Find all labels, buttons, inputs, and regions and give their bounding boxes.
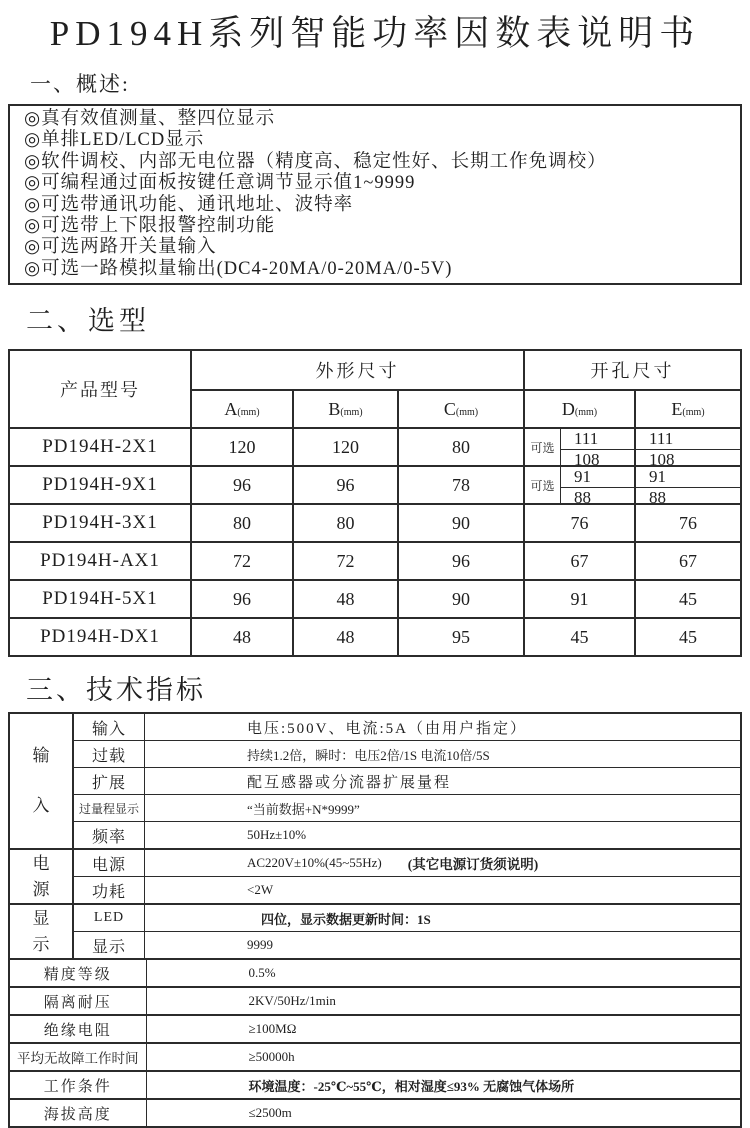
- dim-d-cell: [525, 467, 636, 508]
- dim-b-cell: 72: [294, 543, 399, 579]
- spec-row: [10, 1072, 740, 1100]
- dim-e-option: 111: [636, 429, 740, 450]
- column-header-model: 产品型号: [10, 351, 192, 427]
- column-group-hole: [525, 351, 740, 427]
- table-row: [10, 617, 740, 655]
- spec-row: [74, 931, 740, 958]
- dim-unit: (mm): [574, 406, 598, 418]
- overview-item: ◎可选一路模拟量输出(DC4-20MA/0-20MA/0-5V): [24, 258, 453, 279]
- spec-value: 9999: [247, 937, 273, 953]
- overview-item: ◎可编程通过面板按键任意调节显示值1~9999: [24, 173, 416, 194]
- column-group-outline-label: 外形尺寸: [192, 351, 525, 391]
- selection-heading: 二、选型: [26, 306, 150, 337]
- dim-d-cell: [525, 429, 636, 470]
- dim-d-option: 91: [561, 467, 634, 488]
- spec-row: [10, 1016, 740, 1044]
- table-row: [10, 579, 740, 617]
- dim-d-cell: 45: [525, 619, 636, 655]
- overview-heading: 一、概述:: [30, 72, 130, 96]
- dim-e-cell: 45: [679, 626, 697, 647]
- column-header-b: [294, 391, 399, 427]
- spec-name: 电源: [74, 850, 145, 876]
- dim-b-cell: 80: [294, 505, 399, 541]
- model-cell: PD194H-9X1: [10, 467, 192, 503]
- spec-value: 配互感器或分流器扩展量程: [247, 774, 452, 791]
- dim-c-cell: 96: [399, 543, 525, 579]
- column-group-outline: [192, 351, 525, 427]
- overview-box: [8, 104, 742, 285]
- dim-a-cell: 48: [192, 619, 294, 655]
- dim-e-cell: 45: [679, 588, 697, 609]
- spec-name: 频率: [74, 822, 145, 848]
- model-cell: PD194H-3X1: [10, 505, 192, 541]
- table-row: [10, 427, 740, 470]
- spec-row: [74, 850, 740, 876]
- spec-value: 持续1.2倍，瞬时：电压2倍/1S 电流10倍/5S: [247, 747, 490, 763]
- dim-c-cell: 90: [399, 581, 525, 617]
- spec-name: 海拔高度: [10, 1100, 147, 1126]
- dim-unit: (mm): [340, 406, 363, 418]
- spec-value: ≤2500m: [248, 1105, 292, 1121]
- table-row: [10, 541, 740, 579]
- spec-name: 工作条件: [10, 1072, 147, 1098]
- spec-group-label: 输入: [32, 746, 50, 816]
- dim-letter: B: [328, 398, 341, 419]
- dim-b-cell: 120: [294, 429, 399, 465]
- spec-value: [145, 850, 740, 876]
- spec-value: 2KV/50Hz/1min: [248, 993, 336, 1009]
- dim-d-option: 108: [574, 450, 600, 470]
- dim-b-cell: 96: [294, 467, 399, 503]
- column-header-e: [636, 391, 740, 427]
- overview-item: ◎单排LED/LCD显示: [24, 130, 205, 151]
- optional-label: 可选: [525, 429, 561, 465]
- spec-row: [10, 960, 740, 988]
- dim-d-option: 88: [574, 488, 591, 508]
- dim-letter: C: [443, 398, 456, 419]
- spec-name: 功耗: [74, 877, 145, 903]
- spec-value: 0.5%: [248, 965, 276, 981]
- spec-group-label: 显示: [32, 908, 50, 954]
- spec-value: ≥50000h: [248, 1049, 295, 1065]
- dim-d-cell: 91: [525, 581, 636, 617]
- spec-group-input: [10, 714, 740, 850]
- spec-value: <2W: [247, 882, 274, 898]
- dim-unit: (mm): [455, 406, 479, 418]
- spec-group-label-cell: [10, 905, 74, 958]
- dim-letter: D: [561, 398, 575, 419]
- spec-value: ≥100MΩ: [248, 1021, 297, 1037]
- table-row: [10, 503, 740, 541]
- spec-row: [10, 1044, 740, 1072]
- dim-e-option: 108: [649, 450, 675, 470]
- spec-value: 电压:500V、电流:5A（由用户指定）: [247, 720, 528, 737]
- spec-name: 显示: [74, 932, 145, 958]
- overview-item: ◎可选带上下限报警控制功能: [24, 216, 276, 237]
- model-cell: PD194H-DX1: [10, 619, 192, 655]
- selection-table-header: [10, 351, 740, 427]
- dim-unit: (mm): [237, 406, 260, 418]
- spec-group-display: [10, 905, 740, 960]
- spec-name: LED: [74, 905, 145, 931]
- spec-name: 输入: [74, 714, 145, 740]
- spec-name: 平均无故障工作时间: [10, 1044, 147, 1070]
- dim-c-cell: 90: [399, 505, 525, 541]
- dim-e-option: 88: [649, 488, 666, 508]
- dim-e-cell: 76: [679, 512, 697, 533]
- dim-a-cell: 80: [192, 505, 294, 541]
- spec-row: [74, 794, 740, 821]
- dim-a-cell: 96: [192, 467, 294, 503]
- overview-item: ◎可选带通讯功能、通讯地址、波特率: [24, 194, 354, 215]
- optional-label: 可选: [525, 467, 561, 503]
- dim-e-cell: [636, 429, 740, 470]
- dim-c-cell: 95: [399, 619, 525, 655]
- spec-value-note: (其它电源订货须说明): [407, 857, 539, 873]
- spec-row: [74, 876, 740, 903]
- column-header-d: [525, 391, 636, 427]
- overview-item: ◎真有效值测量、整四位显示: [24, 109, 276, 129]
- spec-group-label-cell: [10, 714, 74, 848]
- spec-row: [74, 714, 740, 740]
- spec-name: 绝缘电阻: [10, 1016, 147, 1042]
- dim-d-option: 111: [561, 429, 634, 450]
- dim-b-cell: 48: [294, 581, 399, 617]
- spec-name: 精度等级: [10, 960, 147, 986]
- dim-letter: E: [671, 398, 683, 419]
- dim-e-cell: [636, 467, 740, 508]
- specs-table: [8, 712, 742, 1128]
- spec-name: 过量程显示: [74, 795, 145, 821]
- dim-d-cell: 67: [525, 543, 636, 579]
- document-page: [0, 6, 750, 1123]
- spec-group-power: [10, 850, 740, 905]
- dim-unit: (mm): [682, 406, 705, 418]
- overview-item: ◎可选两路开关量输入: [24, 237, 217, 258]
- spec-group-label: 电源: [32, 853, 50, 899]
- spec-value: 四位，显示数据更新时间：1S: [261, 911, 431, 927]
- spec-name: 过载: [74, 741, 145, 767]
- spec-value: “当前数据+N*9999”: [247, 801, 360, 817]
- spec-value: 环境温度：-25℃~55℃，相对湿度≤93% 无腐蚀气体场所: [248, 1078, 575, 1094]
- specs-heading: 三、技术指标: [26, 675, 206, 706]
- spec-row: [10, 1100, 740, 1126]
- overview-item: ◎软件调校、内部无电位器（精度高、稳定性好、长期工作免调校）: [24, 151, 607, 172]
- model-cell: PD194H-5X1: [10, 581, 192, 617]
- dim-a-cell: 72: [192, 543, 294, 579]
- spec-row: [74, 767, 740, 794]
- dim-b-cell: 48: [294, 619, 399, 655]
- model-cell: PD194H-AX1: [10, 543, 192, 579]
- spec-row: [10, 988, 740, 1016]
- dim-e-cell: 67: [679, 550, 697, 571]
- dim-c-cell: 78: [399, 467, 525, 503]
- dim-a-cell: 120: [192, 429, 294, 465]
- spec-name: 隔离耐压: [10, 988, 147, 1014]
- spec-name: 扩展: [74, 768, 145, 794]
- column-group-hole-label: 开孔尺寸: [525, 351, 740, 391]
- page-title: PD194H系列智能功率因数表说明书: [49, 14, 701, 53]
- column-header-c: [399, 391, 525, 427]
- spec-group-label-cell: [10, 850, 74, 903]
- dim-d-cell: 76: [525, 505, 636, 541]
- selection-table: [8, 349, 742, 657]
- spec-row: [74, 740, 740, 767]
- dim-letter: A: [224, 398, 238, 419]
- spec-value: 50Hz±10%: [247, 827, 307, 843]
- spec-value-main: AC220V±10%(45~55Hz): [247, 855, 382, 871]
- dim-a-cell: 96: [192, 581, 294, 617]
- spec-row: [74, 905, 740, 931]
- column-header-a: [192, 391, 294, 427]
- table-row: [10, 465, 740, 508]
- dim-c-cell: 80: [399, 429, 525, 465]
- spec-row: [74, 821, 740, 848]
- model-cell: PD194H-2X1: [10, 429, 192, 465]
- dim-e-option: 91: [636, 467, 740, 488]
